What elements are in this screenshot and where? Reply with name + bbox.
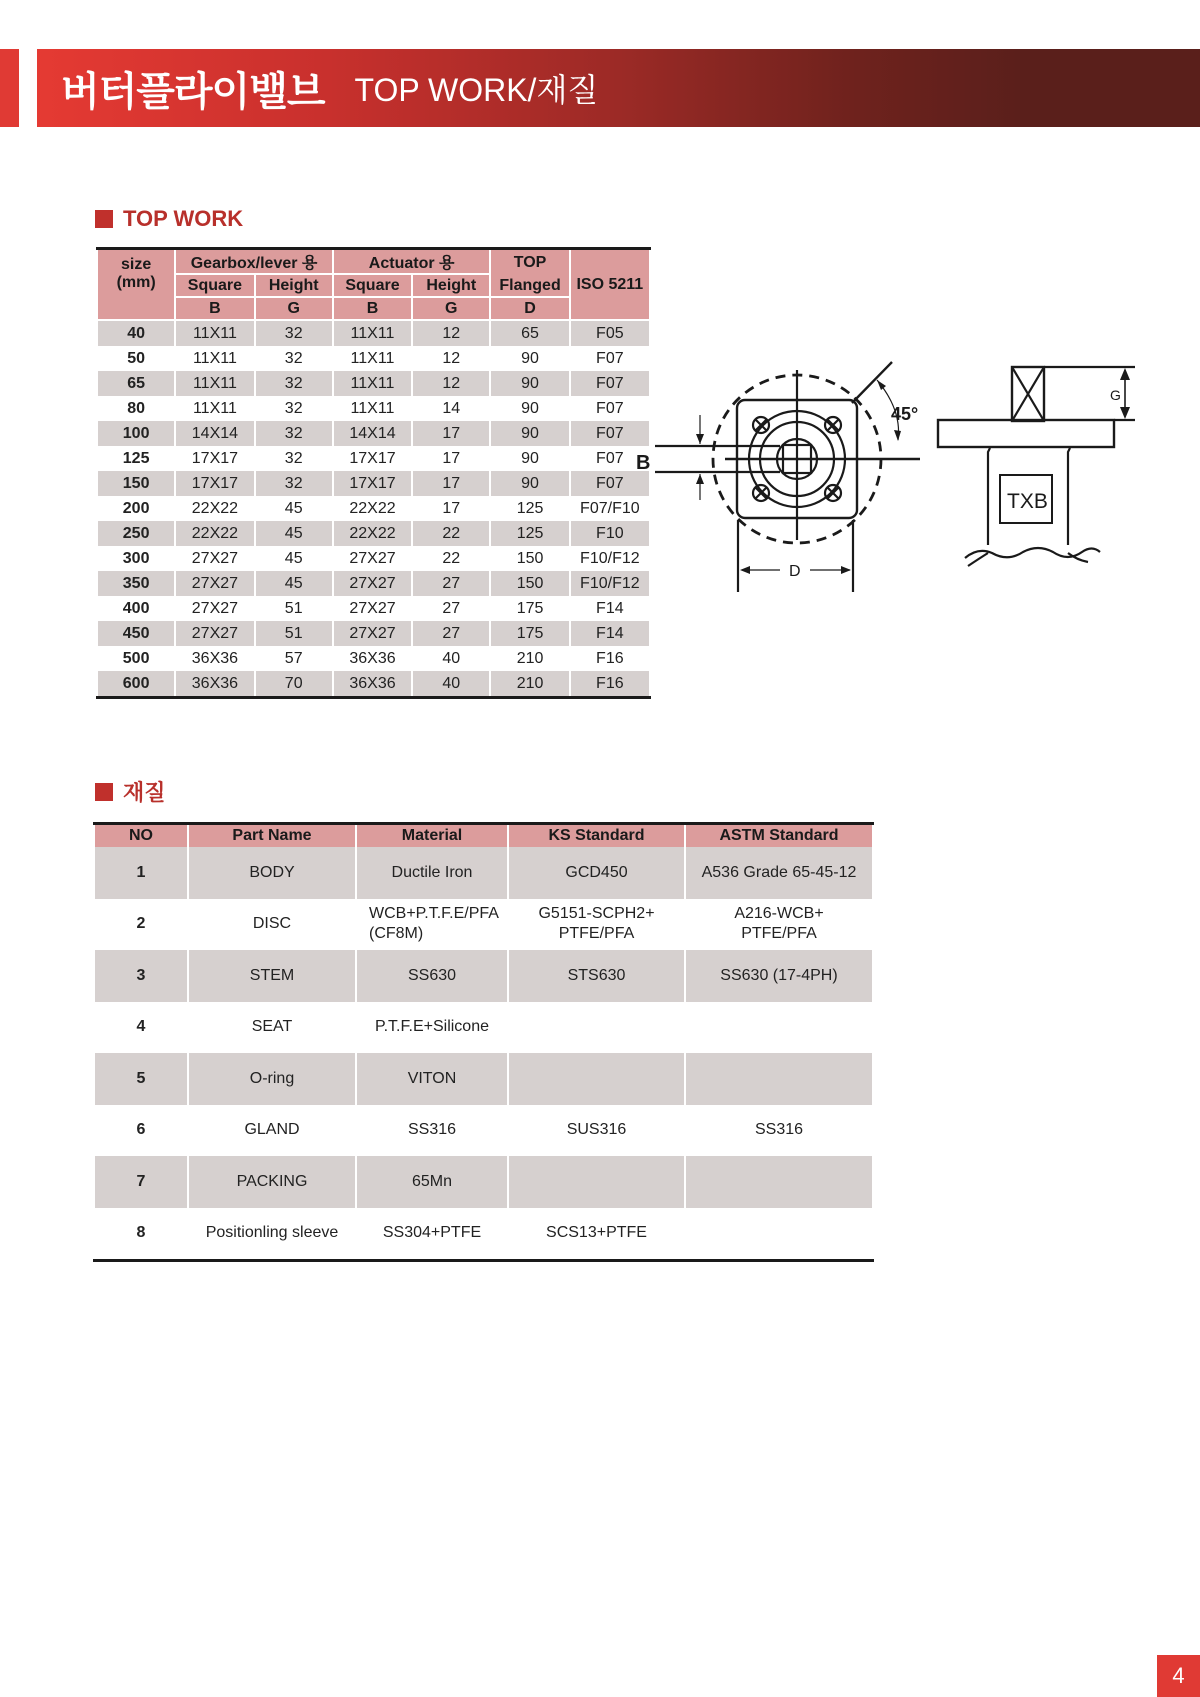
cell-ac-g: 27 xyxy=(442,599,461,617)
materials-table xyxy=(93,822,874,1262)
cell-gb-g: 32 xyxy=(256,471,332,496)
top-work-diagram xyxy=(630,340,1150,600)
cell-gb-b: 11X11 xyxy=(176,371,253,396)
table-row xyxy=(98,471,649,496)
header-gearbox: Gearbox/lever 용 xyxy=(176,250,332,275)
cell-gb-b: 11X11 xyxy=(192,349,237,367)
header-part-name: Part Name xyxy=(189,825,355,847)
table-row xyxy=(98,521,649,546)
cell-ac-b: 27X27 xyxy=(349,599,396,617)
cell-text-line2: (CF8M) xyxy=(369,925,424,943)
header-ac-height: Height xyxy=(413,275,489,298)
table-row xyxy=(95,1156,872,1208)
header-ac-b: B xyxy=(334,298,411,321)
header-ks-standard: KS Standard xyxy=(509,825,684,847)
table-row xyxy=(95,847,872,899)
cell-size: 40 xyxy=(98,321,174,346)
cell-ks xyxy=(509,847,684,899)
cell-d: 150 xyxy=(491,571,568,596)
cell-d: 125 xyxy=(491,521,568,546)
cell-astm xyxy=(686,1053,872,1105)
cell-size: 80 xyxy=(127,399,146,417)
header-d: D xyxy=(491,298,568,321)
cell-gb-b: 27X27 xyxy=(191,549,239,567)
cell-part xyxy=(189,1156,355,1208)
cell-ac-b: 27X27 xyxy=(334,571,411,596)
cell-iso: F07 xyxy=(571,371,649,396)
cell-d: 90 xyxy=(521,349,539,367)
label-d: D xyxy=(789,563,801,580)
cell-text: A536 Grade 65-45-12 xyxy=(701,863,857,881)
cell-astm xyxy=(686,1002,872,1054)
cell-d: 175 xyxy=(491,621,568,646)
cell-text: 2 xyxy=(136,915,146,933)
cell-no xyxy=(95,847,187,899)
cell-d: 150 xyxy=(516,549,544,567)
cell-text: BODY xyxy=(249,863,295,881)
page-subtitle: TOP WORK/재질 xyxy=(354,72,599,108)
cell-gb-b: 14X14 xyxy=(176,421,253,446)
cell-size: 300 xyxy=(122,549,150,567)
cell-astm xyxy=(686,950,872,1002)
cell-ac-g: 17 xyxy=(413,421,489,446)
cell-gb-g: 45 xyxy=(256,571,332,596)
cell-text: SUS316 xyxy=(566,1121,627,1139)
cell-gb-b: 27X27 xyxy=(176,571,253,596)
cell-ac-b: 22X22 xyxy=(334,521,411,546)
cell-gb-g: 45 xyxy=(284,549,303,567)
cell-astm xyxy=(686,899,872,951)
cell-text: GLAND xyxy=(244,1121,300,1139)
cell-ac-g: 22 xyxy=(442,549,461,567)
cell-iso: F16 xyxy=(596,649,624,667)
left-accent-tab xyxy=(0,49,19,127)
header-iso: ISO 5211 xyxy=(571,250,649,321)
top-work-table xyxy=(96,247,651,699)
header-size: size xyxy=(121,256,152,273)
cell-text: SCS13+PTFE xyxy=(546,1224,647,1242)
table-row xyxy=(98,671,649,696)
cell-gb-g: 51 xyxy=(284,599,303,617)
cell-iso: F07 xyxy=(596,349,624,367)
cell-gb-g: 32 xyxy=(284,449,303,467)
cell-iso: F14 xyxy=(571,621,649,646)
cell-material xyxy=(357,847,507,899)
cell-text-line2: PTFE/PFA xyxy=(741,925,817,943)
cell-text: SS630 (17-4PH) xyxy=(720,966,838,984)
cell-text: 65Mn xyxy=(411,1172,453,1190)
cell-material xyxy=(357,1208,507,1260)
cell-ac-b: 17X17 xyxy=(349,449,396,467)
cell-no xyxy=(95,1156,187,1208)
label-txb: TXB xyxy=(1007,490,1048,513)
bolt-hole-icon xyxy=(753,417,769,433)
table-row xyxy=(95,1053,872,1105)
page-title: 버터플라이밸브 xyxy=(61,68,325,115)
cell-d: 90 xyxy=(491,371,568,396)
cell-iso: F10 xyxy=(571,521,649,546)
table-row xyxy=(98,421,649,446)
cell-gb-g: 51 xyxy=(256,621,332,646)
bolt-hole-icon xyxy=(825,485,841,501)
cell-size: 200 xyxy=(122,499,150,517)
table-row xyxy=(98,571,649,596)
cell-no xyxy=(95,1208,187,1260)
cell-text: 5 xyxy=(136,1069,146,1087)
header-material: Material xyxy=(357,825,507,847)
table-row xyxy=(98,371,649,396)
header-ac-square: Square xyxy=(334,275,411,298)
cell-iso: F07 xyxy=(571,421,649,446)
cell-ks xyxy=(509,1156,684,1208)
table-row xyxy=(98,446,649,471)
cell-size: 50 xyxy=(127,349,146,367)
cell-iso: F05 xyxy=(571,321,649,346)
cell-ks xyxy=(509,1053,684,1105)
cell-part xyxy=(189,847,355,899)
cell-text: SS316 xyxy=(754,1121,804,1139)
section-title: TOP WORK xyxy=(123,206,244,231)
cell-gb-g: 32 xyxy=(284,399,303,417)
cell-iso: F07 xyxy=(596,449,624,467)
cell-text: 6 xyxy=(136,1121,146,1139)
header-gb-b: B xyxy=(176,298,253,321)
cell-gb-b: 36X36 xyxy=(191,649,239,667)
cell-size: 450 xyxy=(98,621,174,646)
cell-part xyxy=(189,899,355,951)
section-heading-materials xyxy=(95,776,166,807)
cell-ks xyxy=(509,899,684,951)
header-gb-g: G xyxy=(256,298,332,321)
section-heading-top-work xyxy=(95,206,243,232)
cell-text: G5151-SCPH2+ xyxy=(538,905,655,923)
cell-material xyxy=(357,1156,507,1208)
cell-no xyxy=(95,1053,187,1105)
cell-ac-g: 40 xyxy=(442,649,461,667)
cell-text: SS630 xyxy=(407,966,457,984)
cell-part xyxy=(189,1105,355,1157)
cell-text: PACKING xyxy=(236,1172,308,1190)
cell-size: 500 xyxy=(122,649,150,667)
square-bullet-icon xyxy=(95,210,113,228)
cell-gb-g: 45 xyxy=(256,521,332,546)
cell-ac-g: 17 xyxy=(442,449,461,467)
header-gb-height: Height xyxy=(256,275,332,298)
cell-no xyxy=(95,1105,187,1157)
cell-size: 600 xyxy=(98,671,174,696)
header-top: TOP xyxy=(491,250,568,275)
cell-text: STS630 xyxy=(567,966,626,984)
cell-gb-g: 32 xyxy=(256,321,332,346)
cell-astm xyxy=(686,1208,872,1260)
cell-text-line2: PTFE/PFA xyxy=(558,925,635,943)
cell-size: 250 xyxy=(98,521,174,546)
cell-gb-g: 45 xyxy=(284,499,303,517)
cell-gb-g: 32 xyxy=(256,371,332,396)
cell-no xyxy=(95,950,187,1002)
cell-text: Ductile Iron xyxy=(391,863,473,881)
header-size-blank xyxy=(98,298,174,321)
cell-size: 100 xyxy=(98,421,174,446)
cell-gb-b: 27X27 xyxy=(191,599,239,617)
cell-gb-b: 27X27 xyxy=(176,621,253,646)
cell-text: P.T.F.E+Silicone xyxy=(375,1018,489,1036)
cell-ac-b: 11X11 xyxy=(334,371,411,396)
page-number: 4 xyxy=(1157,1655,1200,1697)
cell-size: 65 xyxy=(98,371,174,396)
section-title: 재질 xyxy=(123,780,166,805)
label-angle: 45° xyxy=(891,404,919,424)
cell-gb-g: 70 xyxy=(256,671,332,696)
cell-ac-b: 11X11 xyxy=(334,321,411,346)
cell-gb-b: 17X17 xyxy=(176,471,253,496)
cell-astm xyxy=(686,1156,872,1208)
bolt-hole-icon xyxy=(753,485,769,501)
cell-material xyxy=(357,899,507,951)
cell-ac-b: 27X27 xyxy=(334,621,411,646)
cell-text: 7 xyxy=(136,1172,146,1190)
cell-d: 210 xyxy=(491,671,568,696)
cell-ac-b: 11X11 xyxy=(350,399,395,417)
cell-iso: F07/F10 xyxy=(580,499,640,517)
cell-ac-b: 36X36 xyxy=(334,671,411,696)
cell-size: 150 xyxy=(98,471,174,496)
cell-ac-b: 11X11 xyxy=(350,349,395,367)
cell-iso: F07 xyxy=(571,471,649,496)
table-row xyxy=(98,596,649,621)
cell-gb-b: 22X22 xyxy=(191,499,239,517)
header-no: NO xyxy=(95,825,187,847)
cell-gb-g: 32 xyxy=(284,349,303,367)
cell-text: WCB+P.T.F.E/PFA xyxy=(369,905,499,923)
cell-d: 65 xyxy=(491,321,568,346)
cell-gb-b: 11X11 xyxy=(176,321,253,346)
table-row xyxy=(98,496,649,521)
cell-part xyxy=(189,1002,355,1054)
cell-ac-g: 40 xyxy=(413,671,489,696)
cell-ac-b: 17X17 xyxy=(334,471,411,496)
table-row xyxy=(98,321,649,346)
cell-iso: F07 xyxy=(596,399,624,417)
cell-ac-g: 12 xyxy=(442,349,461,367)
cell-ac-b: 36X36 xyxy=(349,649,396,667)
header-actuator: Actuator 용 xyxy=(334,250,490,275)
cell-d: 125 xyxy=(516,499,544,517)
cell-text: 3 xyxy=(136,966,146,984)
cell-size: 125 xyxy=(122,449,150,467)
table-row xyxy=(98,621,649,646)
cell-text: 4 xyxy=(136,1018,146,1036)
cell-gb-g: 57 xyxy=(284,649,303,667)
cell-gb-b: 22X22 xyxy=(176,521,253,546)
cell-iso: F10/F12 xyxy=(571,571,649,596)
cell-text: O-ring xyxy=(249,1069,295,1087)
top-flange-plate xyxy=(938,420,1114,447)
table-row xyxy=(98,546,649,571)
table-row xyxy=(95,899,872,951)
cell-ac-g: 27 xyxy=(413,571,489,596)
cell-ac-b: 22X22 xyxy=(349,499,396,517)
header-astm-standard: ASTM Standard xyxy=(686,825,872,847)
table-row xyxy=(98,346,649,371)
bolt-hole-icon xyxy=(825,417,841,433)
cell-text: SS316 xyxy=(407,1121,457,1139)
cell-size: 350 xyxy=(98,571,174,596)
cell-text: A216-WCB+ xyxy=(734,905,824,923)
cell-text: 1 xyxy=(136,863,146,881)
cell-ac-g: 17 xyxy=(442,499,461,517)
table-row xyxy=(98,646,649,671)
header-banner xyxy=(37,49,1200,127)
cell-ks xyxy=(509,1105,684,1157)
cell-iso: F10/F12 xyxy=(580,549,640,567)
cell-material xyxy=(357,1105,507,1157)
cell-gb-b: 17X17 xyxy=(191,449,239,467)
cell-material xyxy=(357,1053,507,1105)
cell-material xyxy=(357,1002,507,1054)
cell-gb-g: 32 xyxy=(256,421,332,446)
cell-material xyxy=(357,950,507,1002)
header-ac-g: G xyxy=(413,298,489,321)
cell-part xyxy=(189,1208,355,1260)
cell-d: 175 xyxy=(516,599,544,617)
header-size-unit: (mm) xyxy=(116,274,156,291)
cell-text: 8 xyxy=(136,1224,146,1242)
cell-ac-g: 27 xyxy=(413,621,489,646)
cell-no xyxy=(95,1002,187,1054)
cell-ac-g: 12 xyxy=(413,371,489,396)
table-row xyxy=(95,1002,872,1054)
cell-iso: F16 xyxy=(571,671,649,696)
cell-size: 400 xyxy=(122,599,150,617)
header-flanged: Flanged xyxy=(491,275,568,298)
header-gb-square: Square xyxy=(176,275,253,298)
table-row xyxy=(95,950,872,1002)
cell-text: GCD450 xyxy=(565,863,628,881)
cell-text: SEAT xyxy=(251,1018,293,1036)
cell-text: DISC xyxy=(252,915,292,933)
col-size xyxy=(98,250,174,298)
cell-ac-g: 22 xyxy=(413,521,489,546)
cell-astm xyxy=(686,1105,872,1157)
cell-d: 90 xyxy=(521,399,539,417)
cell-d: 90 xyxy=(521,449,539,467)
cell-text: VITON xyxy=(407,1069,457,1087)
cell-ac-b: 14X14 xyxy=(334,421,411,446)
cell-d: 90 xyxy=(491,471,568,496)
cell-ac-g: 12 xyxy=(413,321,489,346)
cell-astm xyxy=(686,847,872,899)
cell-no xyxy=(95,899,187,951)
cell-gb-b: 36X36 xyxy=(176,671,253,696)
cell-gb-b: 11X11 xyxy=(192,399,237,417)
square-bullet-icon xyxy=(95,783,113,801)
cell-iso: F14 xyxy=(596,599,624,617)
cell-text: SS304+PTFE xyxy=(382,1224,482,1242)
cell-ac-g: 14 xyxy=(442,399,461,417)
cell-ks xyxy=(509,1208,684,1260)
cell-d: 210 xyxy=(516,649,544,667)
cell-ks xyxy=(509,1002,684,1054)
cell-text: STEM xyxy=(249,966,295,984)
cell-ac-b: 27X27 xyxy=(349,549,396,567)
label-b: B xyxy=(636,452,651,474)
table-row xyxy=(98,396,649,421)
table-row xyxy=(95,1105,872,1157)
cell-d: 90 xyxy=(491,421,568,446)
cell-text: Positionling sleeve xyxy=(205,1224,339,1242)
table-row xyxy=(95,1208,872,1260)
label-g: G xyxy=(1110,387,1121,403)
cell-ks xyxy=(509,950,684,1002)
cell-part xyxy=(189,1053,355,1105)
cell-ac-g: 17 xyxy=(413,471,489,496)
cell-part xyxy=(189,950,355,1002)
